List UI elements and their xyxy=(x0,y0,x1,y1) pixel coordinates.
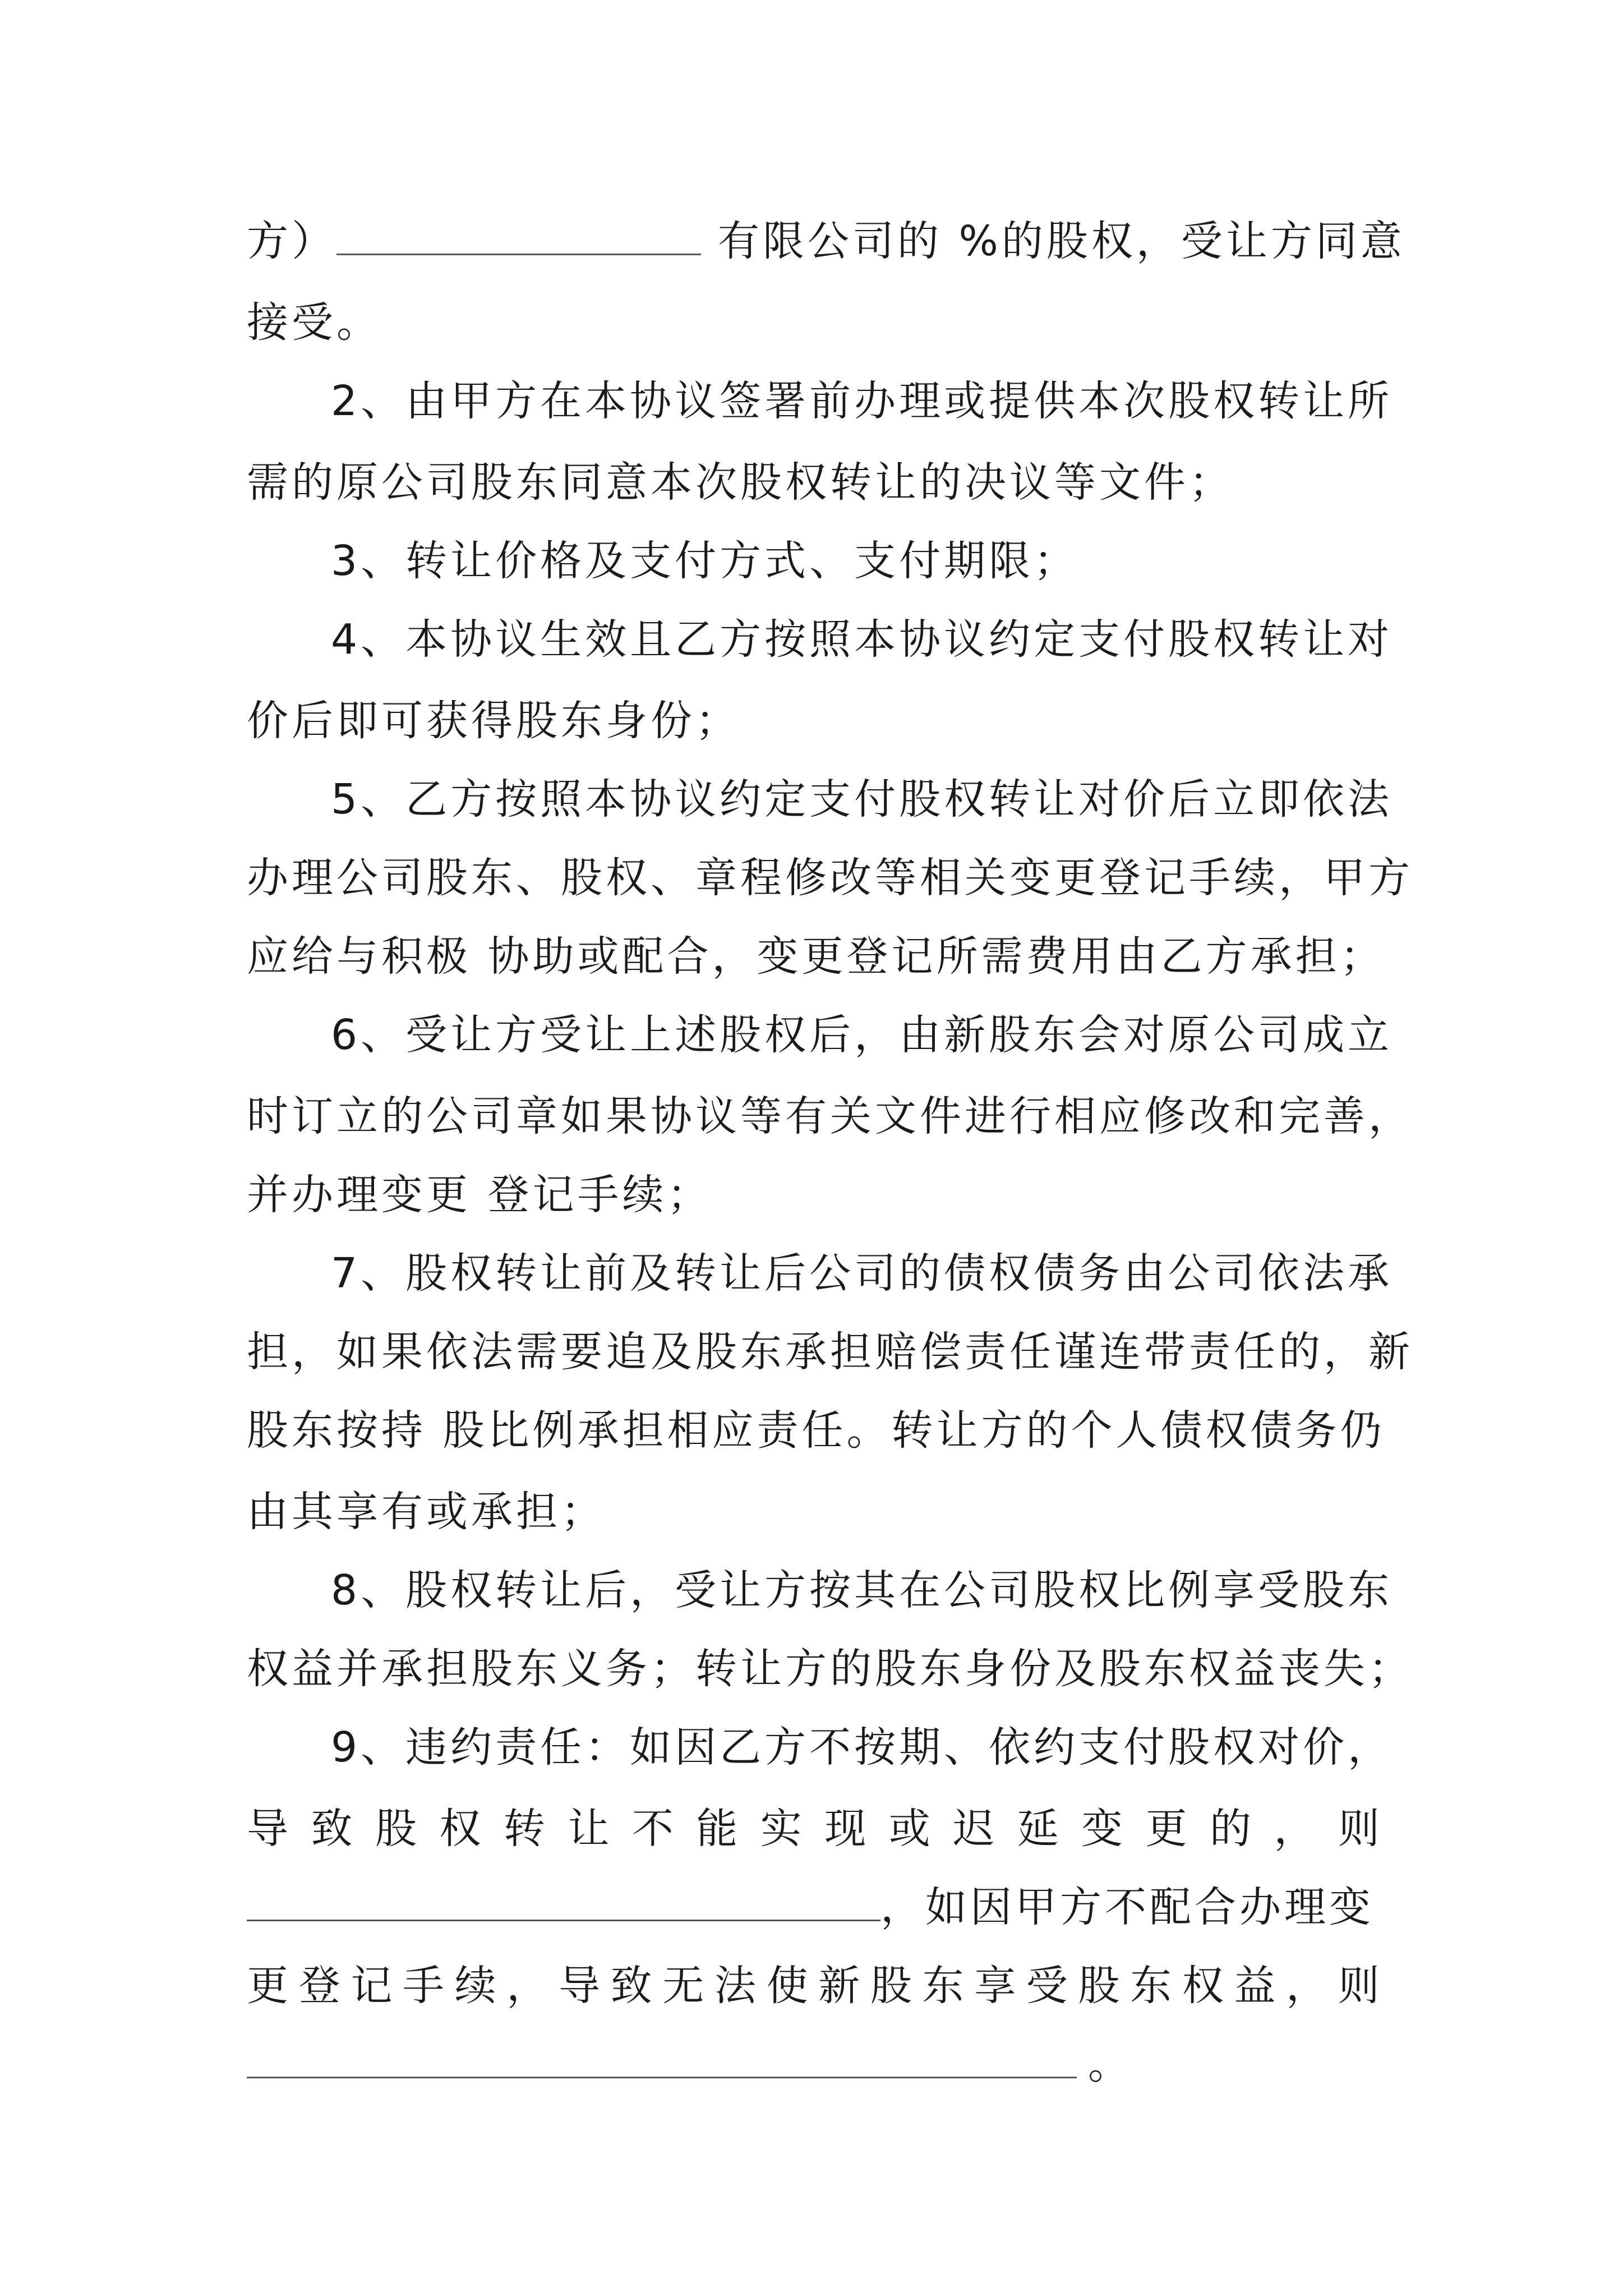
text-fragment: 。 xyxy=(1088,2040,1133,2088)
text-char: 权 xyxy=(1182,1962,1224,2010)
text-char: 迟 xyxy=(953,1805,995,1853)
text-char: 手 xyxy=(402,1962,444,2010)
text-line: 股东按持 股比例承担相应责任。转让方的个人债权债务仍 xyxy=(247,1406,1385,1455)
text-char: 新 xyxy=(818,1962,860,2010)
text-char: 或 xyxy=(888,1805,930,1853)
text-char: ， xyxy=(1274,1805,1316,1853)
text-char: 转 xyxy=(503,1805,545,1853)
text-line: 接受。 xyxy=(247,298,381,347)
text-fragment: ，如因甲方不配合办理变 xyxy=(880,1883,1374,1931)
text-line: 3、转让价格及支付方式、支付期限； xyxy=(331,537,1079,585)
text-line: 权益并承担股东义务；转让方的股东身份及股东权益丧失； xyxy=(247,1645,1413,1693)
text-line: 由其享有或承担； xyxy=(247,1488,606,1536)
text-char: 记 xyxy=(351,1962,393,2010)
text-char: 东 xyxy=(1130,1962,1172,2010)
text-line: 7、股权转让前及转让后公司的债权债务由公司依法承 xyxy=(331,1249,1393,1297)
text-char: 导 xyxy=(558,1962,600,2010)
text-char: 现 xyxy=(824,1805,866,1853)
text-line: 2、由甲方在本协议签署前办理或提供本次股权转让所 xyxy=(331,377,1393,425)
text-line: 6、受让方受让上述股权后，由新股东会对原公司成立 xyxy=(331,1011,1393,1059)
text-char: 登 xyxy=(298,1962,340,2010)
text-char: 股 xyxy=(870,1962,912,2010)
text-char: 不 xyxy=(631,1805,674,1853)
text-line-justified xyxy=(247,1958,1380,2014)
blank-field xyxy=(336,214,701,255)
text-char: 益 xyxy=(1234,1962,1276,2010)
text-line: 价后即可获得股东身份； xyxy=(247,697,740,745)
text-char: 受 xyxy=(1026,1962,1068,2010)
text-char: 更 xyxy=(1145,1805,1187,1853)
text-char: 续 xyxy=(454,1962,496,2010)
text-line-justified xyxy=(247,1801,1380,1857)
text-char: ， xyxy=(506,1962,548,2010)
text-char: 更 xyxy=(247,1962,288,2010)
text-line: 并办理变更 登记手续； xyxy=(247,1171,712,1219)
blank-field xyxy=(247,1880,880,1921)
text-char: 致 xyxy=(311,1805,353,1853)
text-char: 导 xyxy=(247,1805,288,1853)
text-char: ， xyxy=(1286,1962,1328,2010)
blank-field xyxy=(247,2037,1077,2078)
text-char: 则 xyxy=(1338,1962,1380,2010)
text-line: 担，如果依法需要追及股东承担赔偿责任谨连带责任的，新 xyxy=(247,1328,1413,1376)
text-char: 东 xyxy=(922,1962,964,2010)
text-char: 变 xyxy=(1081,1805,1123,1853)
text-char: 享 xyxy=(974,1962,1016,2010)
text-char: 法 xyxy=(714,1962,756,2010)
text-line xyxy=(247,1879,1374,1935)
text-fragment: 方） xyxy=(247,217,336,265)
text-char: 股 xyxy=(1078,1962,1120,2010)
text-fragment: 有限公司的 %的股权，受让方同意 xyxy=(718,217,1405,265)
text-char: 股 xyxy=(375,1805,417,1853)
text-line: 5、乙方按照本协议约定支付股权转让对价后立即依法 xyxy=(331,775,1393,823)
text-line: 4、本协议生效且乙方按照本协议约定支付股权转让对 xyxy=(331,615,1393,664)
text-line: 9、违约责任：如因乙方不按期、依约支付股权对价， xyxy=(331,1723,1393,1772)
text-line xyxy=(247,2036,1133,2092)
text-line: 应给与积极 协助或配合，变更登记所需费用由乙方承担； xyxy=(247,932,1385,981)
text-char: 实 xyxy=(760,1805,802,1853)
text-line: 8、股权转让后，受让方按其在公司股权比例享受股东 xyxy=(331,1566,1393,1614)
text-char: 延 xyxy=(1017,1805,1059,1853)
text-char: 能 xyxy=(696,1805,738,1853)
text-char: 权 xyxy=(439,1805,481,1853)
text-char: 致 xyxy=(610,1962,652,2010)
text-line: 办理公司股东、股权、章程修改等相关变更登记手续，甲方 xyxy=(247,854,1413,902)
text-char: 让 xyxy=(568,1805,610,1853)
text-line xyxy=(247,213,1405,269)
text-char: 使 xyxy=(766,1962,808,2010)
text-char: 无 xyxy=(662,1962,704,2010)
text-line: 时订立的公司章如果协议等有关文件进行相应修改和完善， xyxy=(247,1092,1413,1140)
text-line: 需的原公司股东同意本次股权转让的决议等文件； xyxy=(247,458,1234,507)
text-char: 的 xyxy=(1210,1805,1252,1853)
text-char: 则 xyxy=(1338,1805,1380,1853)
